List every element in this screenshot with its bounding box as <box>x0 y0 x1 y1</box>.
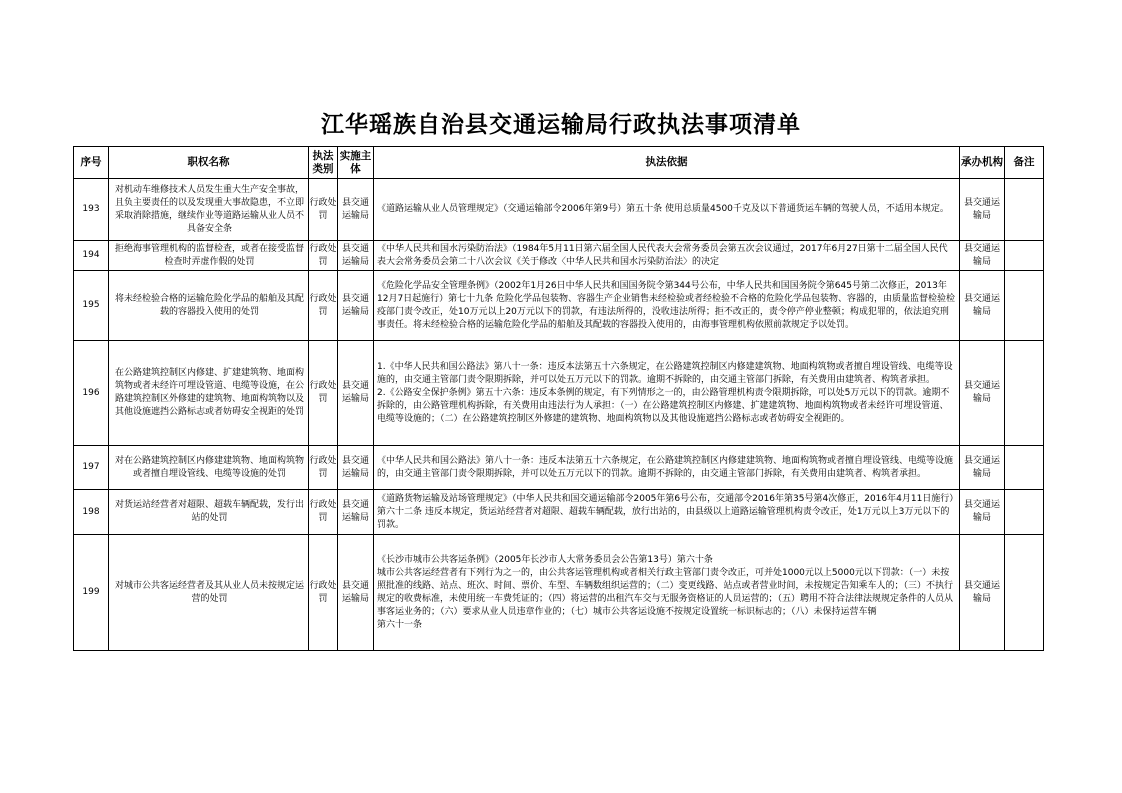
header-seq: 序号 <box>74 147 109 179</box>
row-name-text: 对在公路建筑控制区内修建建筑物、地面构筑物或者擅自埋设管线、电缆等设施的处罚 <box>115 455 305 479</box>
row-seq-text: 197 <box>82 462 100 472</box>
row-type-text: 行政处罚 <box>309 455 337 479</box>
row-basis <box>374 446 960 490</box>
row-basis-text: 《长沙市城市公共客运条例》（2005年长沙市人大常务委员会公告第13号）第六十条 城市公共客运经营者有下列行为之一的，由公共客运管理机构或者相关行政主管部门责令改正，可并处1000元以上5000元以下罚款：（一）未按照批准的线路、站点、班次、时间、票价、车型、车辆数组织运营的；（二）变更线路、站点或者营业时间，未按规定告知乘车人的；（三）不执行规定的收费标准，未使用统一车费凭证的；（四）将运营的出租汽车交与无服务资格证的人员运营的；（五）聘用不符合法律法规规定条件的人员从事客运业务的；（六）要求从业人员违章作业的；（七）城市公共客运设施不按规定设置统一标识标志的；（八）未保持运营车辆 第六十一条 <box>377 554 954 630</box>
row-seq-text: 195 <box>82 300 100 310</box>
row-seq <box>74 490 109 535</box>
row-org <box>960 490 1005 535</box>
table-row <box>74 535 1044 651</box>
row-note <box>1005 490 1044 535</box>
row-note <box>1005 535 1044 651</box>
row-org-text: 县交通运输局 <box>963 243 1000 267</box>
header-subject: 实施主体 <box>338 147 374 179</box>
row-note <box>1005 341 1044 446</box>
row-type <box>309 179 338 241</box>
row-org-text: 县交通运输局 <box>963 580 1000 604</box>
row-seq-text: 196 <box>82 387 100 398</box>
table-header-row <box>74 147 1044 179</box>
page-title: 江华瑶族自治县交通运输局行政执法事项清单 <box>321 111 801 138</box>
row-org <box>960 535 1005 651</box>
row-subject <box>338 535 374 651</box>
row-seq <box>74 241 109 271</box>
row-subject <box>338 341 374 446</box>
row-basis-text: 1.《中华人民共和国公路法》第八十一条：违反本法第五十六条规定，在公路建筑控制区内修建建筑物、地面构筑物或者擅自埋设管线、电缆等设施的，由交通主管部门责令限期拆除，并可以处五万元以下的罚款。逾期不拆除的，由交通主管部门拆除，有关费用由建筑者、构筑者承担。 2.《公路安全保护条例》第五十六条：违反本条例的规定，有下列情形之一的，由公路管理机构责令限期拆除，可以处5万元以下的罚款。逾期不拆除的，由公路管理机构拆除，有关费用由违法行为人承担：（一）在公路建筑控制区内修建、扩建建筑物、地面构筑物或者未经许可埋设管道、电缆等设施的；（二）在公路建筑控制区外修建的建筑物、地面构筑物以及其他设施遮挡公路标志或者妨碍安全视距的。 <box>377 361 953 424</box>
row-seq-text: 194 <box>82 250 100 260</box>
enforcement-table <box>73 146 1044 651</box>
row-type <box>309 241 338 271</box>
row-basis <box>374 241 960 271</box>
row-subject <box>338 271 374 341</box>
header-org: 承办机构 <box>960 147 1005 179</box>
row-seq-text: 199 <box>82 587 100 597</box>
row-type-text: 行政处罚 <box>309 500 337 523</box>
row-org-text: 县交通运输局 <box>963 293 1000 317</box>
header-type: 执法类别 <box>309 147 338 179</box>
row-note <box>1005 271 1044 341</box>
table-row <box>74 271 1044 341</box>
row-type <box>309 341 338 446</box>
row-basis <box>374 490 960 535</box>
row-name-text: 对货运站经营者对超限、超载车辆配载，发行出站的处罚 <box>115 500 305 523</box>
table-row <box>74 446 1044 490</box>
row-subject <box>338 179 374 241</box>
row-subject-text: 县交通运输局 <box>341 500 369 523</box>
row-type-text: 行政处罚 <box>309 381 337 404</box>
table-body <box>74 179 1044 651</box>
row-subject-text: 县交通运输局 <box>341 381 369 404</box>
row-org-text: 县交通运输局 <box>963 500 1000 523</box>
row-type <box>309 535 338 651</box>
row-seq <box>74 446 109 490</box>
row-note <box>1005 179 1044 241</box>
row-org-text: 县交通运输局 <box>963 197 1000 221</box>
row-name-text: 在公路建筑控制区内修建、扩建建筑物、地面构筑物或者未经许可埋设管道、电缆等设施，在公路建筑控制区外修建的建筑物、地面构筑物以及其他设施遮挡公路标志或者妨碍安全视距的处罚 <box>115 368 305 417</box>
row-org <box>960 271 1005 341</box>
row-basis-text: 《道路货物运输及站场管理规定》（中华人民共和国交通运输部令2005年第6号公布，交通部令2016年第35号第4次修正，2016年4月11日施行）第六十二条 违反本规定，货运站经营者对超限、超载车辆配载，放行出站的，由县级以上道路运输管理机构责令改正，处1万元以上3万元以下的罚款。 <box>377 493 954 530</box>
row-type-text: 行政处罚 <box>309 243 337 267</box>
row-type-text: 行政处罚 <box>309 197 337 221</box>
header-basis: 执法依据 <box>374 147 960 179</box>
row-name <box>109 341 309 446</box>
row-name <box>109 271 309 341</box>
row-org <box>960 446 1005 490</box>
row-seq <box>74 341 109 446</box>
row-basis <box>374 271 960 341</box>
row-basis-text: 《中华人民共和国公路法》第八十一条：违反本法第五十六条规定，在公路建筑控制区内修建建筑物、地面构筑物或者擅自埋设管线、电缆等设施的，由交通主管部门责令限期拆除，并可以处五万元以下的罚款。逾期不拆除的，由交通主管部门拆除，有关费用由建筑者、构筑者承担。 <box>377 455 954 479</box>
row-name <box>109 490 309 535</box>
row-seq-text: 193 <box>82 204 100 214</box>
row-type <box>309 271 338 341</box>
header-name: 职权名称 <box>109 147 309 179</box>
row-name-text: 对机动车维修技术人员发生重大生产安全事故，且负主要责任的以及发现重大事故隐患，不立即采取消除措施，继续作业等道路运输从业人员不具备安全条 <box>115 184 305 234</box>
table-row <box>74 490 1044 535</box>
row-seq <box>74 535 109 651</box>
row-note <box>1005 241 1044 271</box>
row-name <box>109 446 309 490</box>
row-subject-text: 县交通运输局 <box>341 580 369 604</box>
row-type-text: 行政处罚 <box>309 293 337 317</box>
row-name-text: 对城市公共客运经营者及其从业人员未按规定运营的处罚 <box>115 580 305 604</box>
row-org-text: 县交通运输局 <box>963 381 1000 404</box>
row-org <box>960 241 1005 271</box>
row-note <box>1005 446 1044 490</box>
row-subject-text: 县交通运输局 <box>341 293 369 317</box>
row-basis-text: 《危险化学品安全管理条例》（2002年1月26日中华人民共和国国务院令第344号公布，中华人民共和国国务院令第645号第二次修正，2013年12月7日起施行）第七十九条 危险化学品包装物、容器生产企业销售未经检验或者经检验不合格的危险化学品包装物、容器的，由质量监督检验检疫部门责令改正，处10万元以上20万元以下的罚款，有违法所得的，没收违法所得；拒不改正的，责令停产停业整顿；构成犯罪的，依法追究刑事责任。将未经检验合格的运输危险化学品的船舶及其配载的容器投入使用的，由海事管理机构依照前款规定予以处罚。 <box>377 280 956 330</box>
row-type-text: 行政处罚 <box>309 580 337 604</box>
row-subject <box>338 241 374 271</box>
row-basis <box>374 341 960 446</box>
row-seq-text: 198 <box>82 506 100 517</box>
row-basis <box>374 535 960 651</box>
row-type <box>309 446 338 490</box>
row-seq <box>74 271 109 341</box>
row-name <box>109 241 309 271</box>
header-note: 备注 <box>1005 147 1044 179</box>
table-row <box>74 341 1044 446</box>
table-row <box>74 241 1044 271</box>
row-basis <box>374 179 960 241</box>
row-subject-text: 县交通运输局 <box>341 197 369 221</box>
row-org <box>960 341 1005 446</box>
row-name <box>109 535 309 651</box>
row-subject <box>338 490 374 535</box>
row-org <box>960 179 1005 241</box>
row-type <box>309 490 338 535</box>
row-basis-text: 《道路运输从业人员管理规定》（交通运输部令2006年第9号）第五十条 使用总质量4500千克及以下普通货运车辆的驾驶人员，不适用本规定。 <box>377 204 949 214</box>
row-basis-text: 《中华人民共和国水污染防治法》（1984年5月11日第六届全国人民代表大会常务委员会第五次会议通过，2017年6月27日第十二届全国人民代表大会常务委员会第二十八次会议《关于修改〈中华人民共和国水污染防治法〉的决定 <box>377 243 948 267</box>
row-name-text: 拒绝海事管理机构的监督检查，或者在接受监督检查时弄虚作假的处罚 <box>115 243 305 267</box>
row-name <box>109 179 309 241</box>
row-subject-text: 县交通运输局 <box>341 455 369 479</box>
row-name-text: 将未经检验合格的运输危险化学品的船舶及其配载的容器投入使用的处罚 <box>115 293 305 317</box>
row-subject <box>338 446 374 490</box>
row-seq <box>74 179 109 241</box>
row-org-text: 县交通运输局 <box>963 455 1000 479</box>
row-subject-text: 县交通运输局 <box>341 243 369 267</box>
table-row <box>74 179 1044 241</box>
